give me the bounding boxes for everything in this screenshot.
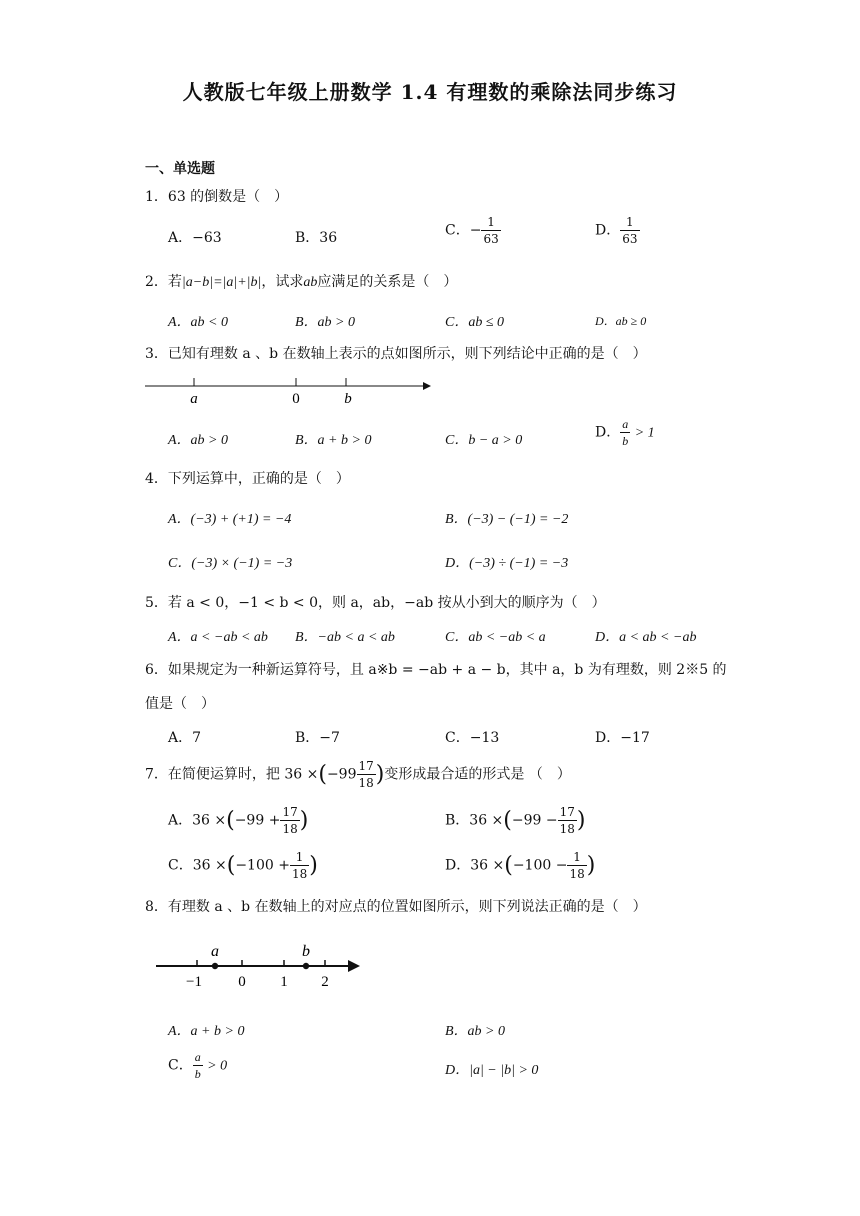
question-6-stem-line1: 6．如果规定为一种新运算符号，且 a※b = −ab + a − b，其中 a，b 为有理数，则 2※5 的 bbox=[145, 662, 727, 678]
paren: ( bbox=[226, 808, 235, 833]
q4-option-c: C．(−3) × (−1) = −3 bbox=[168, 556, 293, 571]
fraction bbox=[620, 216, 639, 245]
numerator: 1 bbox=[567, 851, 586, 866]
label-zero: 0 bbox=[292, 391, 300, 406]
denominator: 18 bbox=[291, 867, 308, 881]
q7-option-c-mid: −100 + bbox=[235, 857, 290, 874]
paren: ( bbox=[226, 853, 236, 878]
fraction bbox=[193, 1051, 203, 1080]
fraction bbox=[481, 216, 500, 245]
numerator: 17 bbox=[559, 805, 575, 819]
q6-option-c: C．−13 bbox=[445, 730, 500, 746]
q7-option-a-mid: −99 + bbox=[234, 812, 281, 829]
q2-option-b: B．ab > 0 bbox=[295, 315, 355, 330]
question-4-stem: 4．下列运算中，正确的是（ ） bbox=[145, 471, 350, 487]
fraction bbox=[620, 418, 630, 447]
q6-option-b: B．−7 bbox=[295, 730, 340, 746]
paren: ) bbox=[586, 853, 596, 878]
q7-option-c-prefix: C．36 × bbox=[168, 857, 227, 874]
q1-option-c bbox=[445, 216, 501, 245]
q3-option-d bbox=[595, 418, 655, 447]
tick-label-zero: 0 bbox=[238, 974, 246, 990]
fraction bbox=[558, 806, 577, 835]
denominator: 18 bbox=[559, 822, 575, 836]
denominator: 18 bbox=[358, 776, 374, 790]
numerator: 1 bbox=[620, 216, 639, 231]
denominator: 18 bbox=[282, 822, 298, 836]
q2-stem-part: 应满足的关系是（ ） bbox=[317, 274, 458, 290]
q5-option-b: B．−ab < a < ab bbox=[295, 630, 395, 645]
q5-option-d: D．a < ab < −ab bbox=[595, 630, 697, 645]
axis-arrow bbox=[348, 960, 360, 972]
numerator: 17 bbox=[358, 759, 374, 773]
numerator: a bbox=[194, 1050, 201, 1064]
tick-label-one: 1 bbox=[280, 974, 288, 990]
q1-option-d-prefix: D． bbox=[595, 222, 621, 239]
paren: ( bbox=[318, 762, 327, 787]
q3-option-c: C．b − a > 0 bbox=[445, 433, 523, 448]
numerator: 17 bbox=[282, 805, 298, 819]
page-title: 人教版七年级上册数学 1.4 有理数的乘除法同步练习 bbox=[182, 80, 678, 104]
tick-label-two: 2 bbox=[321, 974, 329, 990]
fraction bbox=[280, 806, 299, 835]
q8-option-c-prefix: C． bbox=[168, 1057, 193, 1074]
numerator: 1 bbox=[481, 216, 500, 231]
q3-option-d-prefix: D． bbox=[595, 424, 621, 441]
question-5-stem: 5．若 a < 0，−1 < b < 0，则 a，ab，−ab 按从小到大的顺序为（ ） bbox=[145, 595, 606, 611]
q2-stem-ab: ab bbox=[303, 275, 318, 290]
q7-option-b-mid: −99 − bbox=[511, 812, 558, 829]
q8-option-c-suffix: > 0 bbox=[207, 1058, 228, 1074]
q2-stem-part: ，试求 bbox=[261, 274, 304, 290]
q4-option-b: B．(−3) − (−1) = −2 bbox=[445, 512, 569, 527]
q4-option-a: A．(−3) + (+1) = −4 bbox=[168, 512, 292, 527]
denominator: 63 bbox=[483, 232, 499, 246]
q8-option-c bbox=[168, 1051, 227, 1080]
question-8-stem: 8．有理数 a 、b 在数轴上的对应点的位置如图所示，则下列说法正确的是（ ） bbox=[145, 899, 647, 915]
q1-option-d bbox=[595, 216, 640, 245]
q3-option-d-suffix: > 1 bbox=[634, 425, 655, 441]
q2-stem-part: 2．若 bbox=[145, 274, 182, 290]
q2-option-c: C．ab ≤ 0 bbox=[445, 315, 505, 330]
q2-stem-expression: |a−b|=|a|+|b| bbox=[181, 275, 262, 290]
section-heading: 一、单选题 bbox=[145, 161, 215, 177]
q7-option-a bbox=[168, 806, 308, 835]
paren: ) bbox=[375, 762, 385, 787]
denominator: b bbox=[622, 434, 629, 448]
q3-number-line bbox=[143, 372, 435, 406]
q3-option-a: A．ab > 0 bbox=[168, 433, 228, 448]
question-2-stem bbox=[145, 271, 457, 291]
paren: ( bbox=[503, 808, 512, 833]
q3-option-b: B．a + b > 0 bbox=[295, 433, 372, 448]
q2-option-d: D．ab ≥ 0 bbox=[595, 314, 647, 328]
label-a: a bbox=[190, 391, 198, 406]
q1-option-a: A．−63 bbox=[168, 230, 222, 246]
point-b bbox=[303, 963, 309, 969]
question-7-stem bbox=[145, 760, 571, 789]
tick-label-minus-one: −1 bbox=[186, 974, 202, 990]
q8-option-a: A．a + b > 0 bbox=[168, 1024, 245, 1039]
numerator: 1 bbox=[290, 851, 309, 866]
q7-option-b bbox=[445, 806, 586, 835]
denominator: b bbox=[194, 1067, 201, 1081]
fraction bbox=[290, 851, 309, 880]
q6-option-a: A．7 bbox=[168, 730, 202, 746]
q7-option-d-prefix: D．36 × bbox=[445, 857, 505, 874]
q8-number-line bbox=[152, 940, 364, 992]
q1-option-c-prefix: C．− bbox=[445, 222, 482, 239]
q8-option-b: B．ab > 0 bbox=[445, 1024, 505, 1039]
paren: ( bbox=[504, 853, 513, 878]
q1-option-b: B．36 bbox=[295, 230, 338, 246]
label-b: b bbox=[344, 391, 352, 406]
q8-option-d: D．|a| − |b| > 0 bbox=[445, 1063, 539, 1078]
q2-option-a: A．ab < 0 bbox=[168, 315, 228, 330]
q7-option-d bbox=[445, 851, 595, 880]
q6-option-d: D．−17 bbox=[595, 730, 650, 746]
numerator: a bbox=[622, 417, 629, 431]
q7-stem-part: 7．在简便运算时，把 36 × bbox=[145, 766, 319, 783]
paren: ) bbox=[309, 853, 318, 878]
point-a bbox=[212, 963, 218, 969]
question-3-stem: 3．已知有理数 a 、b 在数轴上表示的点如图所示，则下列结论中正确的是（ ） bbox=[145, 346, 647, 362]
fraction bbox=[357, 760, 376, 789]
q7-option-d-mid: −100 − bbox=[512, 857, 568, 874]
denominator: 63 bbox=[622, 232, 638, 246]
paren: ) bbox=[299, 808, 309, 833]
label-a: a bbox=[211, 943, 219, 960]
q7-option-a-prefix: A．36 × bbox=[168, 812, 227, 829]
q5-option-c: C．ab < −ab < a bbox=[445, 630, 546, 645]
q7-option-c bbox=[168, 851, 318, 880]
fraction bbox=[567, 851, 586, 880]
paren: ) bbox=[576, 808, 586, 833]
denominator: 18 bbox=[569, 867, 585, 881]
q7-stem-part: 变形成最合适的形式是 （ ） bbox=[384, 766, 571, 783]
q5-option-a: A．a < −ab < ab bbox=[168, 630, 268, 645]
question-6-stem-line2: 值是（ ） bbox=[145, 696, 215, 712]
label-b: b bbox=[302, 943, 310, 960]
axis-arrow bbox=[423, 382, 431, 390]
q4-option-d: D．(−3) ÷ (−1) = −3 bbox=[445, 556, 569, 571]
question-1-stem: 1．63 的倒数是（ ） bbox=[145, 189, 289, 205]
q7-stem-int: −99 bbox=[326, 766, 357, 783]
q7-option-b-prefix: B．36 × bbox=[445, 812, 504, 829]
